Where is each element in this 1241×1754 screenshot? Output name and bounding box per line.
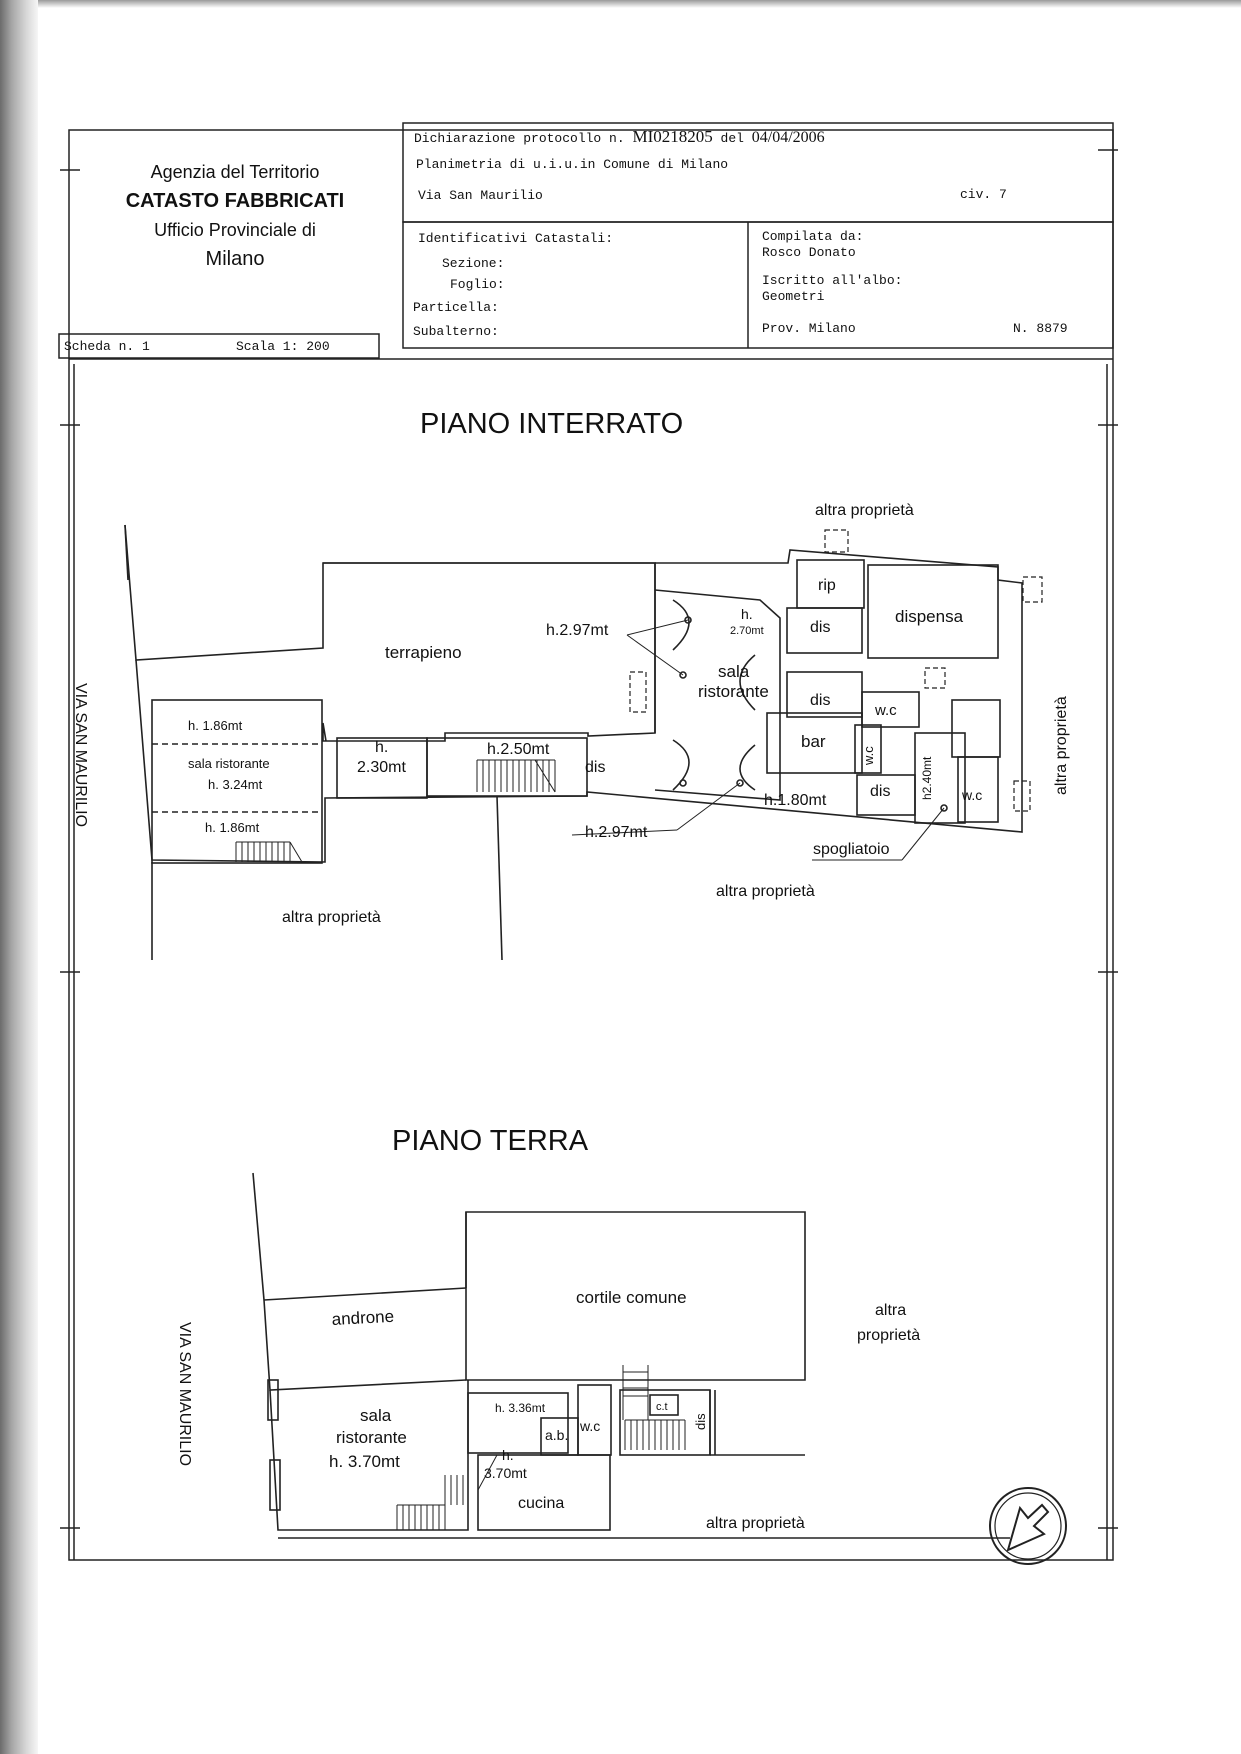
h180-label: h.1.80mt: [764, 792, 827, 809]
subalterno-label: Subalterno:: [413, 324, 499, 339]
registered-label: Iscritto all'albo:: [762, 273, 903, 288]
h240-label: h2.40mt: [920, 756, 934, 800]
wc1-label: w.c: [875, 702, 897, 719]
terrapieno-label: terrapieno: [385, 643, 462, 662]
protocol-box: [403, 123, 1113, 222]
basement-street: VIA SAN MAURILIO: [72, 683, 89, 828]
protocol-date-label: del: [720, 131, 744, 146]
ident-title: Identificativi Catastali:: [418, 231, 614, 246]
foglio-label: Foglio:: [450, 277, 505, 292]
altra-right-1: altra: [875, 1302, 907, 1319]
rip-label: rip: [818, 577, 836, 594]
ct-label: c.t: [656, 1401, 668, 1413]
bar-label: bar: [801, 732, 826, 751]
h186-b: h. 1.86mt: [205, 820, 260, 835]
protocol-label: Dichiarazione protocollo n.: [414, 131, 625, 146]
agency-name: Agenzia del Territorio: [150, 162, 320, 182]
basement-plan: [125, 525, 1042, 960]
dis3-label: dis: [870, 783, 891, 800]
h230-label: 2.30mt: [357, 759, 406, 776]
registered-value: Geometri: [762, 289, 825, 304]
compiled-by: Rosco Donato: [762, 245, 856, 260]
wc-label: w.c: [580, 1418, 601, 1434]
particella-label: Particella:: [413, 300, 499, 315]
altra-top: altra proprietà: [815, 502, 914, 519]
dis1-label: dis: [810, 619, 831, 636]
civic-number: civ. 7: [960, 187, 1007, 202]
h270-label: 2.70mt: [730, 625, 764, 637]
north-compass-icon: [990, 1488, 1066, 1564]
ground-street: VIA SAN MAURILIO: [176, 1322, 193, 1467]
sezione-label: Sezione:: [442, 256, 505, 271]
scheda-box: [59, 334, 379, 358]
cucina-label: cucina: [518, 1495, 565, 1512]
dis-label: dis: [693, 1413, 708, 1430]
protocol-date: 04/04/2006: [751, 129, 825, 146]
ristorante-label: ristorante: [698, 682, 769, 701]
sala-label: sala: [718, 662, 750, 681]
androne-label: androne: [331, 1306, 395, 1329]
h370b-label: 3.70mt: [484, 1465, 527, 1481]
ident-box: [403, 222, 1113, 348]
protocol-number: MI0218205: [632, 127, 713, 146]
altra-bottom: altra proprietà: [706, 1515, 805, 1532]
altra-bottom-left: altra proprietà: [282, 909, 381, 926]
h250-label: h.2.50mt: [487, 741, 550, 758]
catasto-title: CATASTO FABBRICATI: [125, 190, 345, 212]
altra-bottom-mid: altra proprietà: [716, 883, 815, 900]
registration-number: N. 8879: [1013, 321, 1068, 336]
h336-label: h. 3.36mt: [495, 1401, 546, 1415]
province: Prov. Milano: [762, 321, 856, 336]
compiled-by-label: Compilata da:: [762, 229, 864, 244]
ristorante-label: ristorante: [336, 1428, 407, 1447]
ground-title: PIANO TERRA: [392, 1125, 589, 1157]
office-city: Milano: [205, 248, 265, 270]
h297-top: h.2.97mt: [546, 622, 609, 639]
h297-bottom: h.2.97mt: [585, 824, 648, 841]
dis2-label: dis: [810, 692, 831, 709]
altra-right-2: proprietà: [857, 1327, 921, 1344]
wc3-label: w.c: [962, 787, 983, 803]
sala-left-label: sala ristorante: [188, 756, 270, 771]
h-label: h.: [502, 1447, 514, 1463]
dispensa-label: dispensa: [895, 607, 964, 626]
ab-label: a.b.: [545, 1427, 569, 1443]
spogliatoio-label: spogliatoio: [813, 841, 890, 858]
street-line: Via San Maurilio: [418, 188, 543, 203]
wc2-label: w.c: [861, 746, 876, 765]
planimetry-line: Planimetria di u.i.u.in Comune di Milano: [416, 157, 729, 172]
sala-label: sala: [360, 1406, 392, 1425]
cortile-label: cortile comune: [576, 1288, 687, 1307]
scale: Scala 1: 200: [236, 339, 330, 354]
office-label: Ufficio Provinciale di: [154, 220, 316, 240]
outer-frame: [69, 130, 1113, 1560]
h-label-230: h.: [375, 739, 389, 756]
basement-title: PIANO INTERRATO: [420, 408, 684, 440]
dis-corridor: dis: [585, 759, 606, 776]
altra-right: altra proprietà: [1053, 696, 1070, 795]
h370-label: h. 3.70mt: [329, 1452, 400, 1471]
scheda-number: Scheda n. 1: [64, 339, 150, 354]
ground-floor-plan: [253, 1173, 1066, 1564]
h186-a: h. 1.86mt: [188, 718, 243, 733]
h-small-label: h.: [741, 606, 753, 622]
h324-label: h. 3.24mt: [208, 777, 263, 792]
